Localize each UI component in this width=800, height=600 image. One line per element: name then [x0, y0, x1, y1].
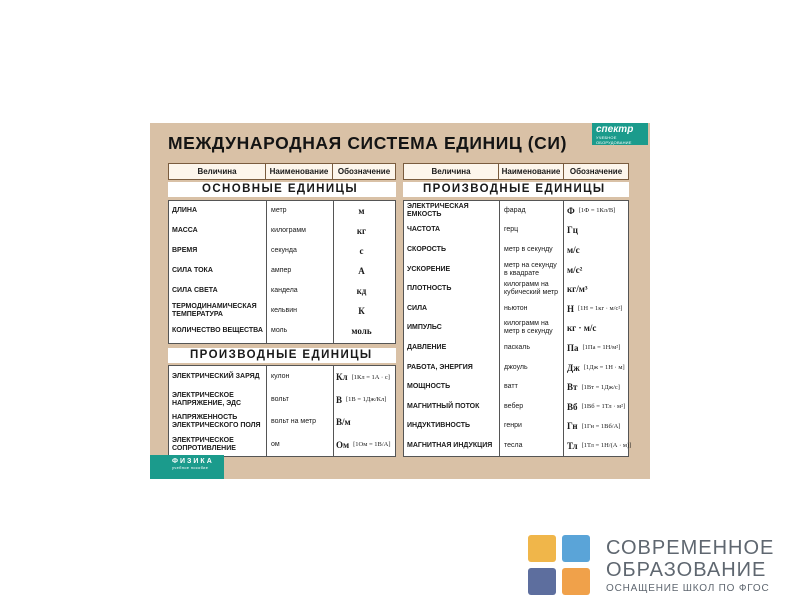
- table-row: [404, 358, 628, 378]
- unit-relation: [1В = 1Дж/Кл]: [346, 396, 387, 404]
- quantity-cell: МОЩНОСТЬ: [407, 383, 451, 391]
- table-row: [169, 261, 395, 281]
- unit-symbol: Вт: [567, 382, 578, 393]
- unit-symbol-cell: [332, 301, 395, 321]
- table-row: [404, 299, 628, 319]
- unit-symbol-cell: [332, 201, 395, 221]
- quantity-cell: СКОРОСТЬ: [407, 245, 446, 253]
- unit-symbol: моль: [351, 326, 372, 336]
- header-symbol: Обозначение: [563, 163, 629, 180]
- table-row: [404, 417, 628, 437]
- header-name: Наименование: [498, 163, 564, 180]
- unit-name-cell: тесла: [504, 441, 523, 449]
- unit-symbol-cell: [332, 411, 395, 434]
- poster-title: МЕЖДУНАРОДНАЯ СИСТЕМА ЕДИНИЦ (СИ): [168, 133, 568, 153]
- brand-subtitle: УЧЕБНОЕ ОБОРУДОВАНИЕ: [596, 135, 632, 145]
- unit-symbol: К: [358, 306, 365, 316]
- unit-name-cell: ом: [271, 440, 280, 448]
- unit-relation: [1Па = 1Н/м²]: [582, 344, 621, 352]
- unit-symbol-cell: [563, 338, 628, 358]
- unit-symbol: Кл: [336, 372, 348, 383]
- unit-symbol: кг: [356, 226, 367, 236]
- quantity-cell: ТЕРМОДИНАМИЧЕСКАЯ ТЕМПЕРАТУРА: [172, 303, 257, 318]
- quantity-cell: МАГНИТНЫЙ ПОТОК: [407, 402, 480, 410]
- subject-subtitle: учебное пособие: [172, 465, 209, 470]
- table-row: [169, 389, 395, 412]
- unit-relation: [1Ом = 1В/А]: [353, 441, 391, 449]
- unit-name-cell: метр в секунду: [504, 245, 553, 253]
- table-row: [169, 434, 395, 457]
- logo-square-1: [528, 535, 556, 562]
- unit-symbol: В: [336, 394, 343, 405]
- table-row: [404, 221, 628, 241]
- table-row: [404, 436, 632, 456]
- unit-symbol-cell: [332, 321, 395, 341]
- unit-name-cell: джоуль: [504, 363, 528, 371]
- unit-name-cell: кандела: [271, 287, 298, 294]
- unit-symbol-cell: [563, 436, 632, 456]
- derived-units-table-right: [403, 200, 632, 457]
- quantity-cell: ВРЕМЯ: [172, 247, 198, 254]
- table-row: [404, 279, 628, 299]
- quantity-cell: ЭЛЕКТРИЧЕСКАЯ ЕМКОСТЬ: [407, 202, 469, 218]
- unit-relation: [1Гн = 1Вб/А]: [581, 422, 621, 430]
- unit-symbol-cell: [332, 281, 395, 301]
- unit-relation: [1Ф = 1Кл/В]: [578, 207, 616, 215]
- unit-name-cell: килограмм: [271, 227, 306, 234]
- quantity-cell: ДЛИНА: [172, 207, 198, 214]
- unit-symbol-cell: [332, 434, 395, 457]
- unit-symbol-cell: [563, 397, 628, 417]
- table-row: [404, 260, 628, 280]
- quantity-cell: ИНДУКТИВНОСТЬ: [407, 422, 471, 430]
- unit-name-cell: паскаль: [504, 343, 531, 351]
- unit-symbol: Вб: [567, 401, 578, 412]
- unit-name-cell: килограмм на метр в секунду: [504, 320, 553, 336]
- unit-relation: [1Вт = 1Дж/с]: [581, 383, 620, 391]
- unit-name-cell: метр на секунду в квадрате: [504, 261, 557, 277]
- unit-symbol-cell: [332, 366, 395, 389]
- table-row: [404, 201, 628, 221]
- unit-name-cell: вольт: [271, 395, 289, 403]
- quantity-cell: ЭЛЕКТРИЧЕСКОЕ НАПРЯЖЕНИЕ, ЭДС: [172, 391, 242, 407]
- logo-square-3: [528, 568, 556, 595]
- subject-name: ФИЗИКА: [172, 458, 214, 465]
- quantity-cell: ДАВЛЕНИЕ: [407, 343, 447, 351]
- table-row: [169, 241, 395, 261]
- table-row: [169, 321, 395, 341]
- unit-symbol: м/с²: [567, 264, 583, 275]
- quantity-cell: КОЛИЧЕСТВО ВЕЩЕСТВА: [172, 327, 263, 334]
- quantity-cell: ИМПУЛЬС: [407, 324, 442, 332]
- unit-name-cell: вебер: [504, 402, 524, 410]
- table-row: [169, 201, 395, 221]
- quantity-cell: СИЛА ТОКА: [172, 267, 213, 274]
- right-table-header: [403, 163, 628, 180]
- quantity-cell: ЧАСТОТА: [407, 226, 441, 234]
- table-row: [169, 281, 395, 301]
- unit-name-cell: метр: [271, 207, 287, 214]
- unit-relation: [1Дж = 1Н · м]: [583, 364, 625, 372]
- unit-symbol: Гц: [567, 225, 578, 236]
- table-row: [169, 301, 395, 321]
- unit-symbol: В/м: [336, 417, 351, 428]
- unit-symbol-cell: [563, 417, 628, 437]
- unit-symbol-cell: [332, 241, 395, 261]
- unit-symbol: Ф: [567, 205, 575, 216]
- quantity-cell: ЭЛЕКТРИЧЕСКОЕ СОПРОТИВЛЕНИЕ: [172, 436, 236, 452]
- base-units-table: [168, 200, 396, 344]
- table-row: [404, 240, 628, 260]
- company-logo: [528, 535, 595, 597]
- unit-name-cell: моль: [271, 327, 288, 334]
- unit-name-cell: килограмм на кубический метр: [504, 281, 559, 297]
- unit-symbol: Па: [567, 342, 579, 353]
- header-quantity: Величина: [168, 163, 266, 180]
- table-row: [404, 377, 628, 397]
- unit-symbol: Н: [567, 303, 575, 314]
- section-title-derived-right: ПРОИЗВОДНЫЕ ЕДИНИЦЫ: [403, 182, 629, 197]
- brand-logo: [592, 123, 648, 145]
- unit-name-cell: ампер: [271, 267, 292, 274]
- quantity-cell: ЭЛЕКТРИЧЕСКИЙ ЗАРЯД: [172, 373, 260, 381]
- quantity-cell: НАПРЯЖЕННОСТЬ ЭЛЕКТРИЧЕСКОГО ПОЛЯ: [172, 414, 261, 430]
- unit-name-cell: секунда: [271, 247, 297, 254]
- unit-symbol-cell: [563, 279, 628, 299]
- unit-symbol: А: [358, 266, 365, 276]
- brand-name: спектр: [596, 124, 634, 135]
- unit-symbol-cell: [563, 358, 628, 378]
- unit-name-cell: генри: [504, 422, 522, 430]
- unit-symbol: кг · м/с: [567, 323, 597, 334]
- logo-square-4: [562, 568, 590, 595]
- unit-name-cell: кулон: [271, 373, 290, 381]
- quantity-cell: СИЛА: [407, 304, 428, 312]
- table-row: [404, 397, 628, 417]
- unit-symbol-cell: [563, 260, 628, 280]
- unit-symbol: Дж: [567, 362, 580, 373]
- unit-symbol: Гн: [567, 421, 578, 432]
- unit-symbol: Тл: [567, 440, 578, 451]
- table-row: [169, 411, 395, 434]
- header-name: Наименование: [265, 163, 333, 180]
- quantity-cell: РАБОТА, ЭНЕРГИЯ: [407, 363, 473, 371]
- unit-relation: [1Кл = 1А · с]: [351, 373, 390, 381]
- unit-symbol-cell: [563, 299, 628, 319]
- subject-label: [150, 455, 224, 479]
- unit-relation: [1Тл = 1Н/(А · м)]: [581, 442, 632, 450]
- unit-symbol-cell: [563, 319, 628, 339]
- section-title-derived-left: ПРОИЗВОДНЫЕ ЕДИНИЦЫ: [168, 348, 396, 363]
- unit-symbol-cell: [563, 240, 628, 260]
- unit-symbol: кг/м³: [567, 284, 588, 295]
- unit-symbol: кд: [356, 286, 367, 296]
- logo-line3: ОСНАЩЕНИЕ ШКОЛ ПО ФГОС: [606, 583, 770, 594]
- quantity-cell: УСКОРЕНИЕ: [407, 265, 451, 273]
- unit-name-cell: кельвин: [271, 307, 298, 314]
- unit-symbol-cell: [332, 261, 395, 281]
- header-quantity: Величина: [403, 163, 499, 180]
- unit-name-cell: герц: [504, 226, 519, 234]
- unit-symbol: м/с: [567, 244, 580, 255]
- unit-symbol: с: [359, 246, 364, 256]
- section-title-base: ОСНОВНЫЕ ЕДИНИЦЫ: [168, 182, 396, 197]
- unit-name-cell: фарад: [504, 206, 526, 214]
- unit-symbol: Ом: [336, 439, 350, 450]
- quantity-cell: МАССА: [172, 227, 198, 234]
- logo-line2: ОБРАЗОВАНИЕ: [606, 559, 767, 581]
- si-units-poster: [150, 123, 650, 479]
- logo-square-2: [562, 535, 590, 562]
- derived-units-table-left: [168, 365, 396, 457]
- table-row: [169, 221, 395, 241]
- table-row: [169, 366, 395, 389]
- quantity-cell: СИЛА СВЕТА: [172, 287, 218, 294]
- table-row: [404, 338, 628, 358]
- logo-line1: СОВРЕМЕННОЕ: [606, 537, 775, 559]
- unit-relation: [1Н = 1кг · м/с²]: [578, 305, 623, 313]
- unit-symbol: м: [358, 206, 365, 216]
- header-symbol: Обозначение: [332, 163, 396, 180]
- unit-symbol-cell: [563, 201, 628, 221]
- unit-symbol-cell: [563, 221, 628, 241]
- table-row: [404, 319, 628, 339]
- unit-symbol-cell: [332, 221, 395, 241]
- unit-name-cell: вольт на метр: [271, 418, 316, 426]
- quantity-cell: ПЛОТНОСТЬ: [407, 285, 452, 293]
- unit-symbol-cell: [332, 389, 395, 412]
- left-table-header: [168, 163, 395, 180]
- unit-relation: [1Вб = 1Тл · м²]: [581, 403, 626, 411]
- quantity-cell: МАГНИТНАЯ ИНДУКЦИЯ: [407, 441, 493, 449]
- unit-name-cell: ватт: [504, 383, 518, 391]
- unit-name-cell: ньютон: [504, 304, 528, 312]
- unit-symbol-cell: [563, 377, 628, 397]
